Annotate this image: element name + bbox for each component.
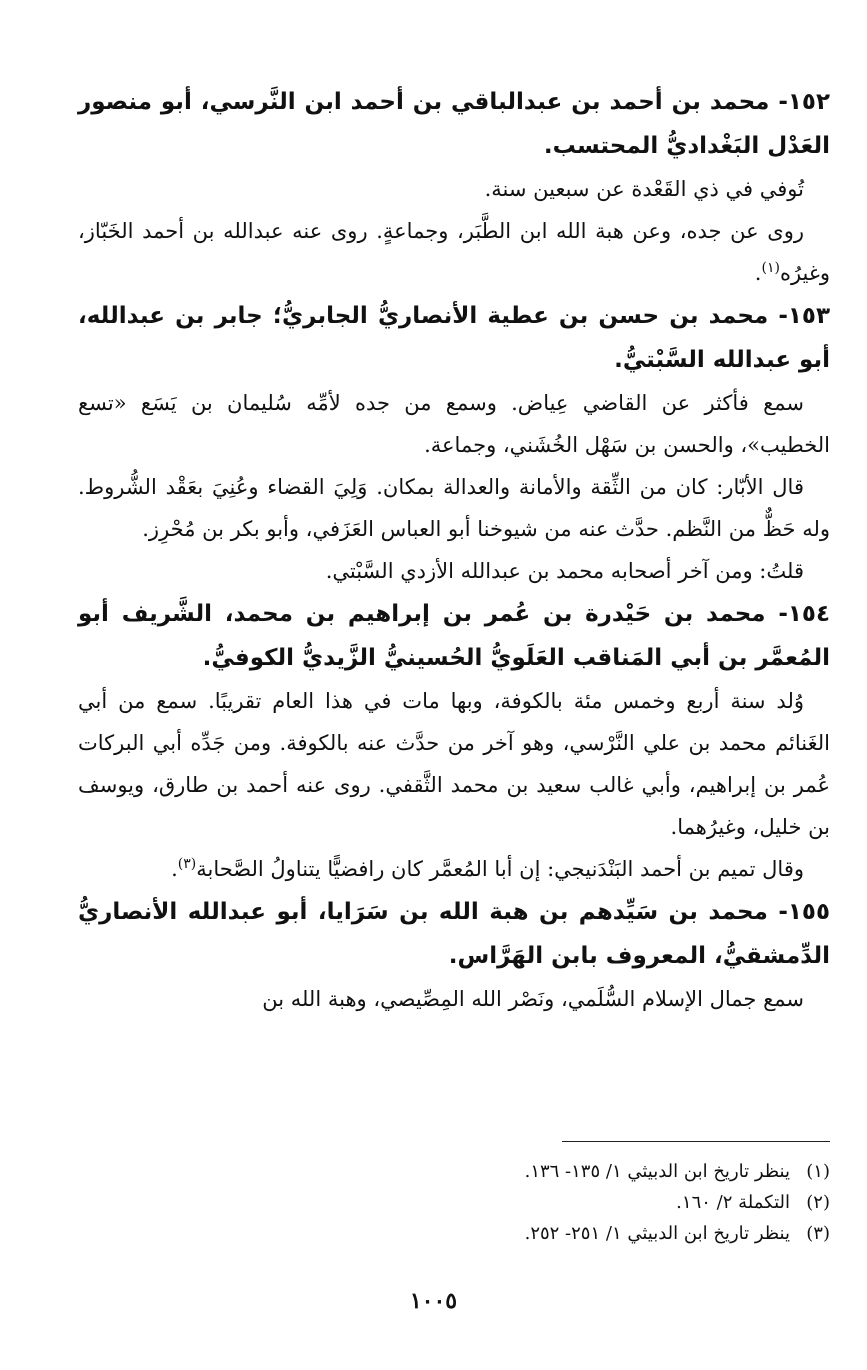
entry-heading: ١٥٢- محمد بن أحمد بن عبدالباقي بن أحمد ابن النَّرسي، أبو منصور العَدْل البَغْداديُّ المحتسب. xyxy=(78,89,830,159)
page-body xyxy=(78,80,830,1020)
entry-paragraph: وُلد سنة أربع وخمس مئة بالكوفة، وبها مات في هذا العام تقريبًا. سمع من أبي الغَنائم محمد بن علي النَّرْسي، وهو آخر من حدَّث عنه بالكوفة. ومن جَدِّه أبي البركات عُمر بن إبراهيم، وأبي غالب سعيد بن محمد الثَّقفي. روى عنه أحمد بن طارق، ويوسف بن خليل، وغيرُهما. xyxy=(78,689,830,839)
entry-paragraph: قلتُ: ومن آخر أصحابه محمد بن عبدالله الأزدي السَّبْتي. xyxy=(325,559,804,583)
footnote-ref[interactable]: (١) xyxy=(761,260,780,276)
footnote-text: التكملة ٢/ ١٦٠. xyxy=(676,1192,790,1213)
entry-paragraph: روى عن جده، وعن هبة الله ابن الطَّبَر، وجماعةٍ. روى عنه عبدالله بن أحمد الخَبّاز، وغيرُه$^{(١)}$. xyxy=(78,219,830,285)
footnote-item xyxy=(78,1187,830,1218)
footnote-number: (٢) xyxy=(806,1192,830,1213)
footnote-item xyxy=(78,1218,830,1249)
paragraph-text: روى عن جده، وعن هبة الله ابن الطَّبَر، وجماعةٍ. روى عنه عبدالله بن أحمد الخَبّاز، وغيرُه xyxy=(78,219,830,285)
entry-heading: ١٥٣- محمد بن حسن بن عطية الأنصاريُّ الجابريُّ؛ جابر بن عبدالله، أبو عبدالله السَّبْتيُّ. xyxy=(78,303,830,373)
entry-paragraph: وقال تميم بن أحمد البَنْدَنيجي: إن أبا المُعمَّر كان رافضيًّا يتناولُ الصَّحابة$^{(٣)}$. xyxy=(171,856,804,881)
entry-paragraph: تُوفي في ذي القَعْدة عن سبعين سنة. xyxy=(484,177,804,201)
footnote-number: (١) xyxy=(806,1161,830,1182)
footnote-text: ينظر تاريخ ابن الدبيثي ١/ ٢٥١- ٢٥٢. xyxy=(524,1223,790,1244)
entry-heading: ١٥٤- محمد بن حَيْدرة بن عُمر بن إبراهيم بن محمد، الشَّريف أبو المُعمَّر بن أبي المَناقب العَلَويُّ الحُسينيُّ الزَّيديُّ الكوفيُّ. xyxy=(78,601,830,671)
entry-heading: ١٥٥- محمد بن سَيِّدهم بن هبة الله بن سَرَايا، أبو عبدالله الأنصاريُّ الدِّمشقيُّ، المعروف بابن الهَرَّاس. xyxy=(78,899,830,969)
entry-paragraph: سمع جمال الإسلام السُّلَمي، ونَصْر الله المِصِّيصي، وهبة الله بن xyxy=(262,987,804,1011)
footnotes xyxy=(78,1156,830,1249)
page-number: ١٠٠٥ xyxy=(409,1288,458,1314)
entry-paragraph: سمع فأكثر عن القاضي عِياض. وسمع من جده لأمِّه سُليمان بن يَسَع «تسع الخطيب»، والحسن بن سَهْل الخُشَني، وجماعة. xyxy=(78,391,830,457)
footnote-text: ينظر تاريخ ابن الدبيثي ١/ ١٣٥- ١٣٦. xyxy=(524,1161,790,1182)
footnote-number: (٣) xyxy=(806,1223,830,1244)
footnote-item xyxy=(78,1156,830,1187)
paragraph-text: وقال تميم بن أحمد البَنْدَنيجي: إن أبا المُعمَّر كان رافضيًّا يتناولُ الصَّحابة xyxy=(196,857,804,881)
entry-paragraph: قال الأبّار: كان من الثِّقة والأمانة والعدالة بمكان. وَلِيَ القضاء وعُنِيَ بعَقْد الشُّروط. وله حَظٌّ من النَّظم. حدَّث عنه من شيوخنا أبو العباس العَزَفي، وأبو بكر بن مُحْرِز. xyxy=(78,475,830,541)
footnote-divider xyxy=(562,1141,830,1142)
footnote-ref[interactable]: (٣) xyxy=(177,856,197,872)
